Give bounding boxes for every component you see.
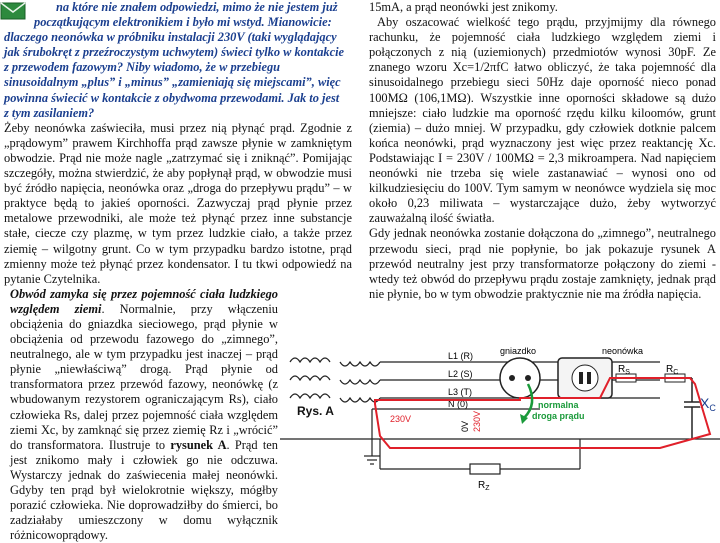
ground-resistor	[380, 439, 580, 474]
paragraph-lead: Obwód zamyka się przez pojemność ciała ludzkiego względem ziemi	[10, 286, 278, 316]
figure-label: Rys. A	[297, 404, 334, 418]
neon-label: neonówka	[602, 346, 644, 356]
question-line: początkującym elektronikiem i było mi wstyd. Mianowicie:	[34, 15, 332, 30]
question-line: dlaczego neonówka w próbniku instalacji 230V (taki wyglądający	[4, 30, 337, 45]
line-label-n: N (0)	[448, 399, 468, 409]
figure-reference: rysunek A	[170, 437, 227, 452]
reader-question	[4, 0, 352, 121]
paragraph-text: . Normalnie, przy włączeniu obciążenia do gniazdka sieciowego, prąd płynie w obciążenia od przewodu fazowego do „zimnego”, neutralnego, ale w tym przypadku jest inaczej – prąd płynie „niewłaściwą” drogą. Prąd płynie od transformatora przez przewód fazowy, neonówkę (z wbudowanym rezystorem ograniczającym Rs), ciało człowieka Rs, dalej przez pojemność ciała względem ziemi Xc, by zamknąć się przez ziemię Rz i „wrócić” do transformatora. Ilustruje to	[10, 301, 279, 452]
line-label-l1: L1 (R)	[448, 351, 474, 361]
right-paragraph-2: Gdy jednak neonówka zostanie dołączona do „zimnego”, neutralnego przewodu sieci, prąd nie popłynie, bo jak pokazuje rysunek A przewód neutralny jest przy transformatorze połączony do ziemi - wtedy też obwód do przepływu prądu zostaje zamknięty, jednak prąd nie płynie, bo w tym obwodzie praktycznie nie ma źródła napięcia.	[369, 226, 716, 301]
ground-symbol	[364, 439, 380, 464]
transformer	[290, 358, 380, 402]
circuit-diagram	[280, 344, 720, 500]
answer-paragraph-1: Żeby neonówka zaświeciła, musi przez nią płynąć prąd. Zgodnie z „prądowym” prawem Kirchhoffa prąd zawsze płynie w zamkniętym obwodzie. Prąd nie może nagle „zatrzymać się i zniknąć”. Pomijając szczegóły, można stwierdzić, że aby popłynął prąd, w obwodzie musi być źródło napięcia, neonówka oraz „droga do przepływu prądu” – w praktyce będą to jakieś oporności. Zazwyczaj prąd płynie przez metalowe przewodniki, ale może też płynąć przez inne substancje stałe, ciecze czy plazmę, w tym przez ludzkie ciało, a także przez ziemię – wilgotny grunt. Co w tym przypadku bardzo istotne, prąd zmienny może też płynąć przez kondensator. I tu tkwi odpowiedź na pytanie Czytelnika.	[4, 120, 352, 286]
line-label-l2: L2 (S)	[448, 369, 473, 379]
line-label-l3: L3 (T)	[448, 387, 473, 397]
normal-path-label-2: droga prądu	[532, 411, 585, 421]
question-line: na które nie znałem odpowiedzi, mimo że nie jestem już	[56, 0, 338, 14]
normal-path-label-1: normalna	[538, 400, 579, 410]
rz-label: $R_Z$	[478, 480, 490, 492]
socket	[500, 358, 540, 398]
voltage-label-horizontal: 230V	[390, 414, 412, 424]
question-line: z przewodem fazowym? Niby wiadomo, że w przebiegu	[4, 60, 281, 75]
voltage-label-vertical: 230V	[472, 410, 482, 432]
right-paragraph-1: Aby oszacować wielkość tego prądu, przyjmijmy dla równego rachunku, że pojemność ciała ludzkiego względem ziemi i połączonych z nią (uziemionych) przedmiotów wynosi 30pF. Ze znanego wzoru Xc=1/2πfC łatwo obliczyć, że taka pojemność dla sinusoidalnego przebiegu sieci 50Hz daje oporność nieco ponad 100MΩ (106,1MΩ). Wszystkie inne oporności składowe są dużo mniejsze: ciało ludzkie ma oporność rzędu kilku kiloomów, grunt (ziemia) – dużo mniej. W przypadku, gdy człowiek dotknie palcem końca neonówki, prąd wyznaczony jest więc przez reaktancję Xc. Podstawiając I = 230V / 100MΩ = 2,3 mikroampera. Nad napięciem neonówki nie trzeba się wiele zastanawiać – wynosi ono od kilkudziesięciu do 100V. Tym samym w neonówce wydziela się moc około 0,23 miliwata – wystarczające dużo, żeby wytworzyć zauważalną ilość światła.	[369, 15, 716, 226]
question-line: sinusoidalnym „plus” i „minus” „zamieniają się miejscami”, więc	[4, 75, 341, 90]
right-column	[369, 0, 716, 302]
socket-label: gniazdko	[500, 346, 537, 356]
answer-paragraph-2	[10, 287, 278, 543]
capacitor	[684, 378, 700, 439]
question-line: powinna świecić w kontakcie z obydwoma przewodami. Jak to jest	[4, 90, 340, 105]
rs-label: $R_S$	[618, 364, 630, 376]
paragraph-text: . Prąd ten jest znikomo mały i człowiek go nie odczuwa. Wystarczy jednak do zaświecenia małej neonówki. Gdyby ten prąd był wielokrotnie większy, mógłby porazić człowieka. Nie doprowadziłby do śmierci, bo zadziałaby umieszczony w domu wyłącznik różnicowoprądowy.	[10, 437, 278, 543]
rc-label: $R_C$	[666, 364, 679, 376]
question-line: jak śrubokręt z przeźroczystym uchwytem) świeci tylko w kontakcie	[4, 45, 345, 60]
question-line: z tym zasilaniem?	[4, 105, 95, 120]
voltage-label-zero: 0V	[460, 420, 470, 432]
xc-label: $X_C$	[700, 395, 716, 413]
right-paragraph-0: 15mA, a prąd neonówki jest znikomy.	[369, 0, 558, 14]
